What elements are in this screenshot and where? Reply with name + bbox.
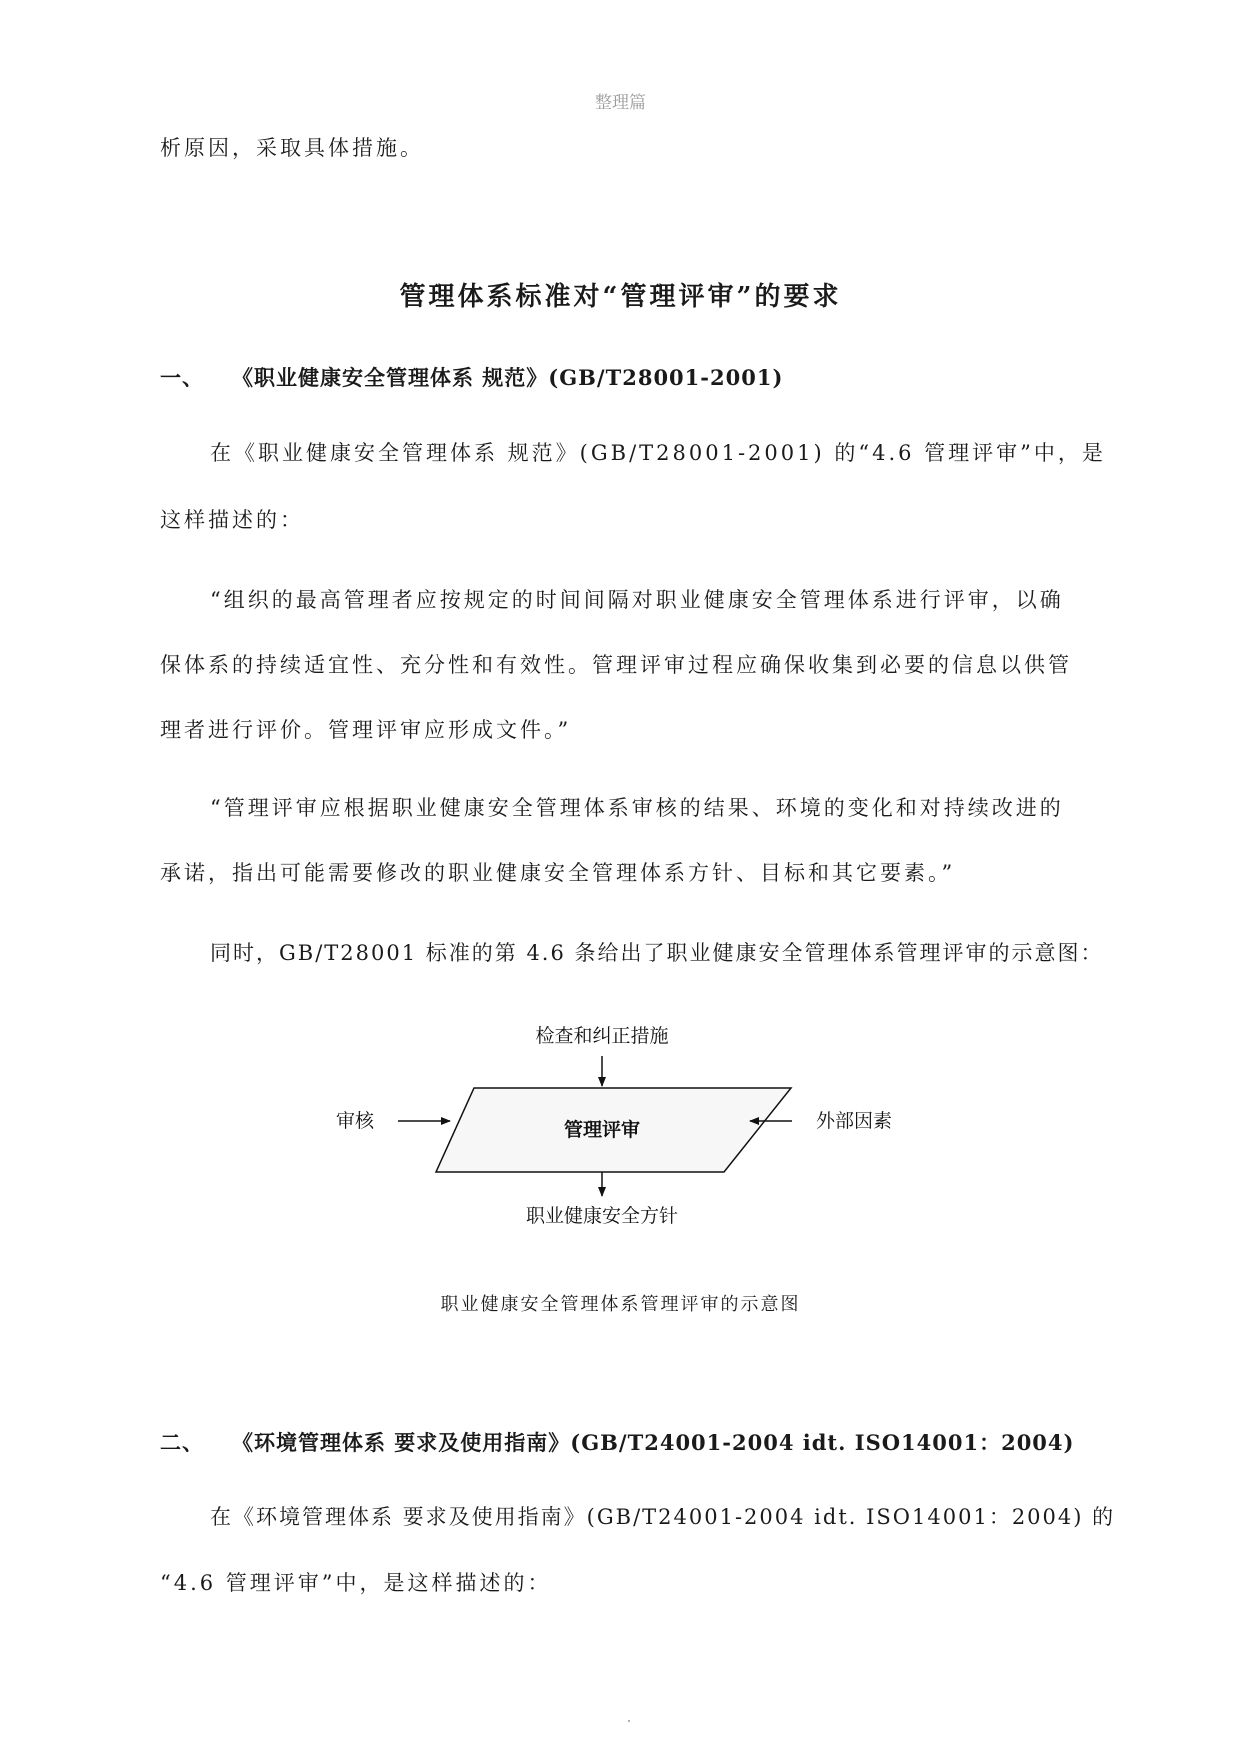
section-1-para-2: 同时，GB/T28001 标准的第 4.6 条给出了职业健康安全管理体系管理评审的示意图：: [210, 941, 1104, 965]
section-1-title: 《职业健康安全管理体系 规范》(GB/T28001-2001): [232, 365, 784, 390]
diagram-label-left: 审核: [336, 1110, 375, 1132]
diagram-label-bottom: 职业健康安全方针: [525, 1205, 679, 1227]
quote-2-line-1: “管理评审应根据职业健康安全管理体系审核的结果、环境的变化和对持续改进的: [210, 796, 1064, 820]
quote-1-line-3: 理者进行评价。管理评审应形成文件。”: [160, 718, 572, 742]
section-2-para-1-line-2: “4.6 管理评审”中，是这样描述的：: [160, 1571, 552, 1595]
section-1-para-1-line-1: 在《职业健康安全管理体系 规范》(GB/T28001-2001) 的“4.6 管理评审”中，是: [210, 441, 1106, 465]
section-1-para-1-line-2: 这样描述的：: [160, 508, 304, 532]
management-review-diagram: [320, 1016, 940, 1236]
quote-2-line-2: 承诺，指出可能需要修改的职业健康安全管理体系方针、目标和其它要素。”: [160, 861, 956, 885]
diagram-label-top: 检查和纠正措施: [535, 1025, 669, 1047]
section-1-number: 一、: [160, 365, 204, 390]
diagram-caption: 职业健康安全管理体系管理评审的示意图: [440, 1294, 801, 1315]
section-1-heading: [160, 362, 783, 392]
quote-1-line-2: 保体系的持续适宜性、充分性和有效性。管理评审过程应确保收集到必要的信息以供管: [160, 653, 1072, 677]
diagram-label-right: 外部因素: [816, 1110, 893, 1132]
page-header: 整理篇: [595, 93, 646, 113]
section-2-number: 二、: [160, 1430, 204, 1455]
page-title: 管理体系标准对“管理评审”的要求: [399, 282, 842, 312]
section-2-heading: [160, 1427, 1074, 1457]
section-2-title: 《环境管理体系 要求及使用指南》(GB/T24001-2004 idt. ISO14001：2004): [232, 1430, 1075, 1455]
quote-1-line-1: “组织的最高管理者应按规定的时间间隔对职业健康安全管理体系进行评审，以确: [210, 588, 1064, 612]
section-2-para-1-line-1: 在《环境管理体系 要求及使用指南》(GB/T24001-2004 idt. ISO14001：2004) 的: [210, 1505, 1116, 1529]
footer-dot: [628, 1720, 630, 1722]
diagram-label-center: 管理评审: [563, 1119, 641, 1141]
intro-line: 析原因，采取具体措施。: [160, 136, 424, 160]
